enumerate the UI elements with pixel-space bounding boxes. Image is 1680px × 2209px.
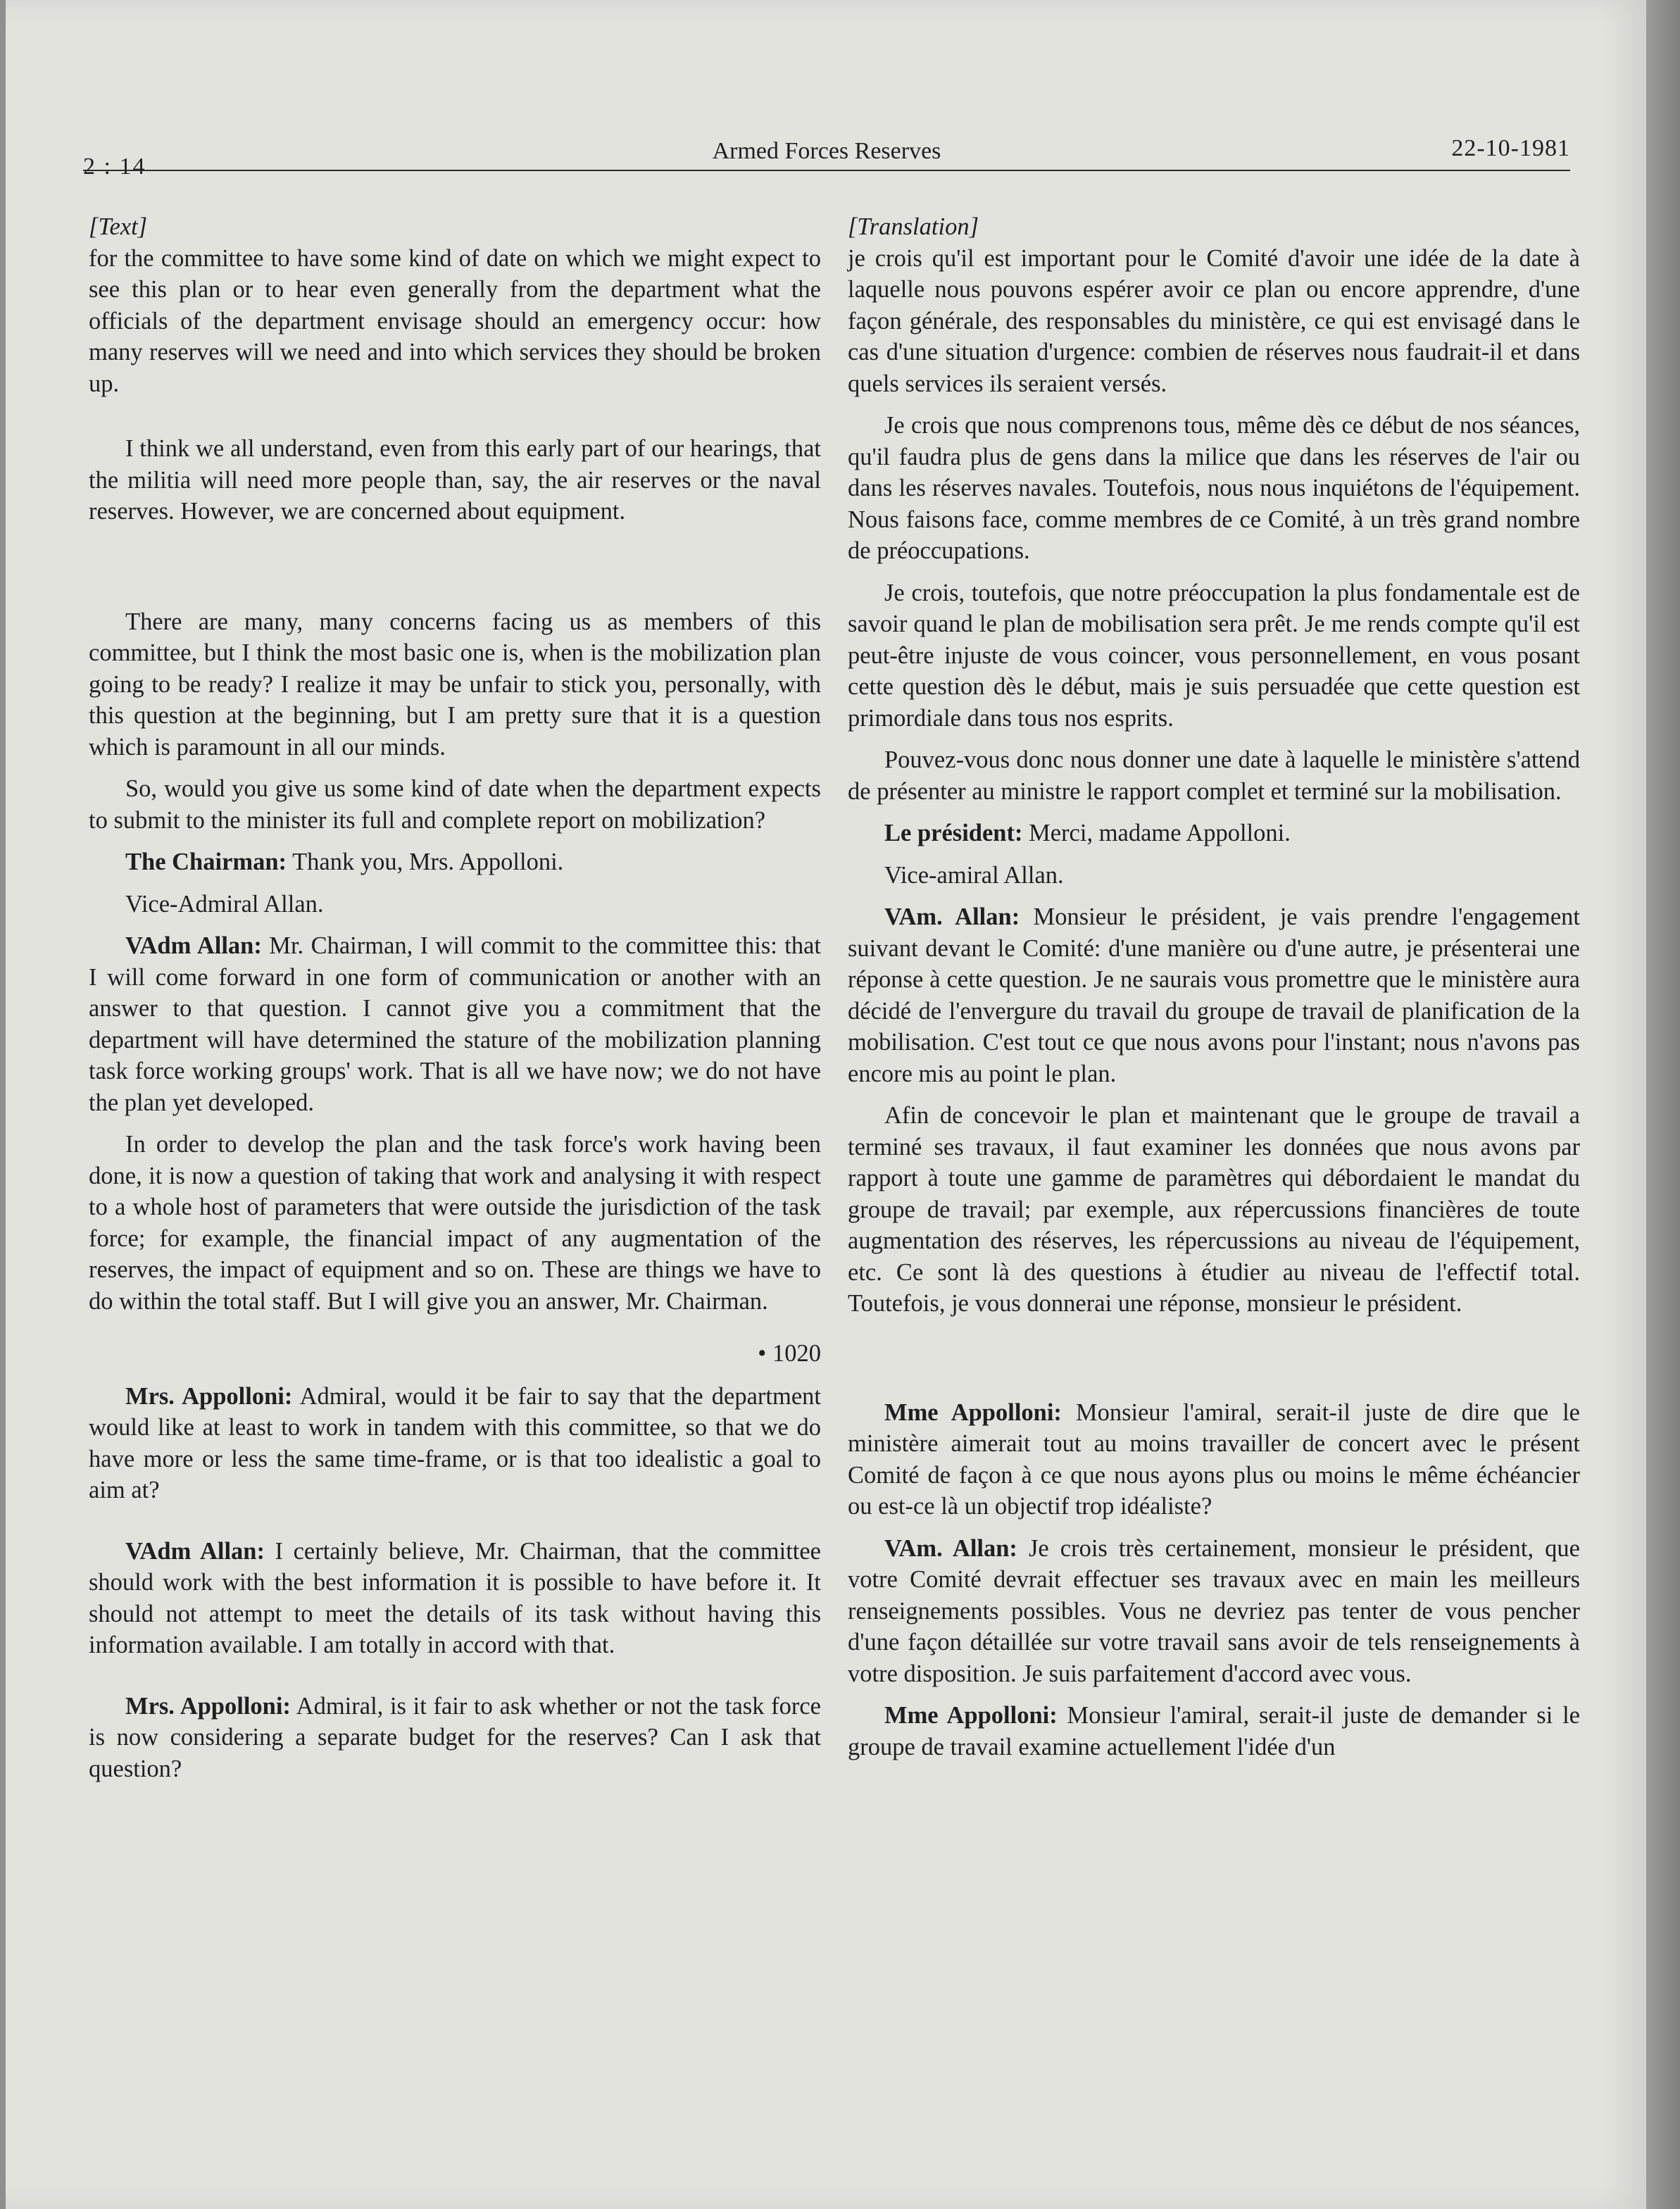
speaker-paragraph	[89, 1381, 821, 1506]
paragraph: Vice-Admiral Allan.	[125, 890, 324, 918]
speech-text: Admiral, is it fair to ask whether or not the task force is now considering a separate budget for the reserves? Can I ask that question?	[89, 1692, 821, 1782]
translation-label: [Translation]	[848, 213, 979, 240]
speaker-paragraph	[89, 846, 821, 878]
speaker-paragraph	[848, 1397, 1580, 1522]
running-title: Armed Forces Reserves	[712, 138, 941, 164]
speaker-name: The Chairman:	[125, 849, 287, 875]
paragraph: I think we all understand, even from this early part of our hearings, that the militia will need more people than, say, the air reserves or the naval reserves. However, we are concerned about equipment.	[89, 435, 821, 525]
speaker-paragraph	[848, 818, 1580, 849]
speech-text: Monsieur l'amiral, serait-il juste de dire que le ministère aimerait tout au moins travailler de concert avec le présent Comité de façon à ce que nous ayons plus ou moins le même échéancier ou est-ce là un objectif trop idéaliste?	[848, 1398, 1580, 1520]
speaker-paragraph	[89, 930, 821, 1118]
speaker-name: Mrs. Appolloni:	[125, 1692, 291, 1720]
paragraph: Pouvez-vous donc nous donner une date à laquelle le ministère s'attend de présenter au ministre le rapport complet et terminé sur la mobilisation.	[848, 746, 1580, 805]
speaker-name: VAdm Allan:	[125, 932, 262, 959]
speaker-name: VAm. Allan:	[884, 1534, 1017, 1562]
page-number: 2 : 14	[83, 154, 146, 180]
paragraph: je crois qu'il est important pour le Comité d'avoir une idée de la date à laquelle nous pouvons espérer avoir ce plan ou encore apprendre, d'une façon générale, des responsables du ministère, ce qui est envisagé dans le cas d'une situation d'urgence: combien de réserves nous faudrait-il et dans quels services ils seraient versés.	[848, 244, 1580, 397]
speech-text: Admiral, would it be fair to say that the department would like at least to work in tandem with this committee, so that we do have more or less the same time-frame, or is that too idealistic a goal to aim at?	[89, 1382, 821, 1503]
paragraph: Je crois que nous comprenons tous, même dès ce début de nos séances, qu'il faudra plus de gens dans la milice que dans les réserves de l'air ou dans les réserves navales. Toutefois, nous nous inquiétons de l'équipement. Nous faisons face, comme membres de ce Comité, à un très grand nombre de préoccupations.	[848, 412, 1580, 564]
paragraph: Vice-amiral Allan.	[884, 861, 1064, 889]
english-column	[89, 211, 821, 1784]
paragraph: There are many, many concerns facing us as members of this committee, but I think the most basic one is, when is the mobilization plan going to be ready? I realize it may be unfair to stick you, personally, with this question at the beginning, but I am pretty sure that it is a question which is paramount in all our minds.	[89, 608, 821, 761]
header-rule	[83, 170, 1570, 171]
speech-text: I certainly believe, Mr. Chairman, that the committee should work with the best information it is possible to have before it. It should not attempt to meet the details of its task without having this information available. I am totally in accord with that.	[89, 1537, 821, 1658]
speaker-name: Mme Appolloni:	[884, 1398, 1062, 1426]
paragraph: In order to develop the plan and the task force's work having been done, it is now a question of taking that work and analysing it with respect to a whole host of parameters that were outside the jurisdiction of the task force; for example, the financial impact of any augmentation of the reserves, the impact of equipment and so on. These are things we have to do within the total staff. But I will give you an answer, Mr. Chairman.	[89, 1131, 821, 1315]
page-edge	[1646, 0, 1680, 2209]
paragraph: Je crois, toutefois, que notre préoccupation la plus fondamentale est de savoir quand le plan de mobilisation sera prêt. Je me rends compte qu'il est peut-être injuste de vous coincer, vous personnellement, en vous posant cette question dès le début, mais je suis persuadée que cette question est primordiale dans tous nos esprits.	[848, 579, 1580, 732]
speech-text: Je crois très certainement, monsieur le président, que votre Comité devrait effectuer ses travaux avec en main les meilleurs renseignements possibles. Vous ne devriez pas tenter de vous pencher d'une façon détaillée sur votre travail sans avoir de tels renseignements à votre disposition. Je suis parfaitement d'accord avec vous.	[848, 1534, 1580, 1687]
french-column	[848, 211, 1580, 1763]
text-label: [Text]	[89, 213, 148, 240]
speaker-paragraph	[89, 1691, 821, 1785]
speaker-paragraph	[89, 1536, 821, 1661]
header-date: 22-10-1981	[1451, 135, 1570, 161]
speaker-name: Mme Appolloni:	[884, 1702, 1058, 1729]
speaker-paragraph	[848, 1533, 1580, 1690]
speech-text: Merci, madame Appolloni.	[1022, 820, 1291, 846]
speech-text: Monsieur l'amiral, serait-il juste de demander si le groupe de travail examine actuellement l'idée d'un	[848, 1702, 1580, 1760]
speech-text: Thank you, Mrs. Appolloni.	[287, 849, 564, 875]
time-marker: • 1020	[758, 1340, 821, 1367]
speaker-paragraph	[848, 1700, 1580, 1763]
speaker-name: Mrs. Appolloni:	[125, 1382, 293, 1410]
speech-text: Mr. Chairman, I will commit to the committee this: that I will come forward in one form of communication or another with an answer to that question. I cannot give you a commitment that the department will have determined the stature of the mobilization planning task force working groups' work. That is all we have now; we do not have the plan yet developed.	[89, 932, 821, 1116]
paragraph: for the committee to have some kind of date on which we might expect to see this plan or to hear even generally from the department what the officials of the department envisage should an emergency occur: how many reserves will we need and into which services they should be broken up.	[89, 244, 821, 397]
paragraph: So, would you give us some kind of date when the department expects to submit to the minister its full and complete report on mobilization?	[89, 775, 821, 834]
speaker-name: VAm. Allan:	[884, 903, 1020, 930]
paragraph: Afin de concevoir le plan et maintenant que le groupe de travail a terminé ses travaux, il faut examiner les données que nous avons par rapport à toute une gamme de paramètres qui débordaient le mandat du groupe de travail; par exemple, aux répercussions financières de toute augmentation des réserves, les répercussions au niveau de l'équipement, etc. Ce sont là des questions à étudier au niveau de l'effectif total. Toutefois, je vous donnerai une réponse, monsieur le président.	[848, 1102, 1580, 1317]
page-header	[83, 134, 1570, 180]
speaker-paragraph	[848, 901, 1580, 1089]
speaker-name: Le président:	[884, 820, 1023, 846]
speaker-name: VAdm Allan:	[125, 1537, 265, 1565]
speech-text: Monsieur le président, je vais prendre l'engagement suivant devant le Comité: d'une manière ou d'une autre, je présenterai une réponse à cette question. Je ne saurais vous promettre que le ministère aura décidé de l'envergure du travail du groupe de travail de planification de la mobilisation. C'est tout ce que nous avons pour l'instant; nous n'avons pas encore mis au point le plan.	[848, 903, 1580, 1087]
